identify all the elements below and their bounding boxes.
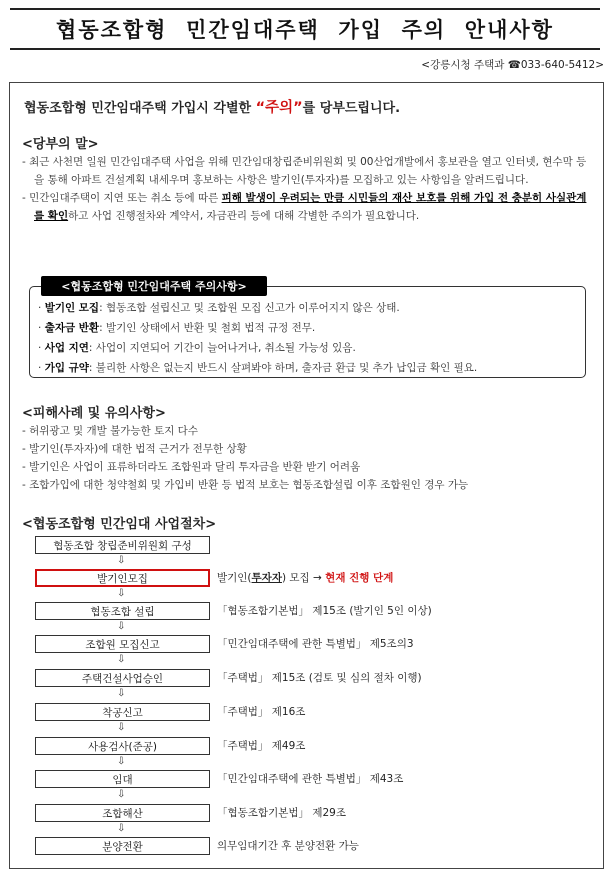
notice-headline: 협동조합형 민간임대주택 가입시 각별한 “주의”를 당부드립니다.: [24, 100, 401, 116]
caution-highlight: “주의”: [255, 100, 303, 116]
step-description: 「민간임대주택에 관한 특별법」 제43조: [217, 773, 404, 785]
step-box: 임대: [35, 770, 210, 788]
caution-item: · 사업 지연: 사업이 지연되어 기간이 늘어나거나, 취소될 가능성 있음.: [38, 342, 356, 354]
request-paragraph-1: - 최근 사천면 일원 민간임대주택 사업을 위해 민간임대창립준비위원회 및 00산업개발에서 홍보관을 열고 인터넷, 현수막 등을 통해 아파트 건설계획 내세우며 홍보하는 사항은 발기인(투자자)를 모집하고 있는 사항임을 알려드립니다.: [22, 156, 587, 186]
caution-item: · 가입 규약: 불리한 사항은 없는지 반드시 살펴봐야 하며, 출자금 환급 및 추가 납입금 확인 필요.: [38, 362, 478, 374]
damage-item: - 발기인(투자자)에 대한 법적 근거가 전무한 상황: [22, 443, 247, 455]
request-list: [22, 153, 596, 225]
down-arrow-icon: ⇩: [117, 621, 126, 632]
step-description: 「주택법」 제49조: [217, 740, 306, 752]
section-heading-procedure: <협동조합형 민간임대 사업절차>: [22, 517, 217, 532]
step-box: 협동조합 창립준비위원회 구성: [35, 536, 210, 554]
step-box-current: 발기인모집: [35, 569, 210, 587]
down-arrow-icon: ⇩: [117, 789, 126, 800]
down-arrow-icon: ⇩: [117, 555, 126, 566]
caution-item: · 출자금 반환: 발기인 상태에서 반환 및 철회 법적 규정 전무.: [38, 322, 316, 334]
damage-list: [22, 422, 596, 494]
step-box: 사용검사(준공): [35, 737, 210, 755]
down-arrow-icon: ⇩: [117, 756, 126, 767]
damage-item: - 발기인은 사업이 표류하더라도 조합원과 달리 투자금을 반환 받기 어려움: [22, 461, 361, 473]
step-box: 조합원 모집신고: [35, 635, 210, 653]
step-box: 착공신고: [35, 703, 210, 721]
down-arrow-icon: ⇩: [117, 823, 126, 834]
step-description: 발기인(투자자) 모집 → 현재 진행 단계: [217, 572, 394, 584]
caution-notes-tab: <협동조합형 민간임대주택 주의사항>: [41, 276, 267, 296]
caution-item: · 발기인 모집: 협동조합 설립신고 및 조합원 모집 신고가 이루어지지 않은 상태.: [38, 302, 400, 314]
step-description: 의무임대기간 후 분양전환 가능: [217, 840, 359, 852]
step-box: 조합해산: [35, 804, 210, 822]
page-title: 협동조합형 민간임대주택 가입 주의 안내사항: [10, 8, 600, 50]
down-arrow-icon: ⇩: [117, 722, 126, 733]
down-arrow-icon: ⇩: [117, 654, 126, 665]
step-description: 「협동조합기본법」 제29조: [217, 807, 346, 819]
caution-notes-list: [38, 298, 583, 378]
step-description: 「민간임대주택에 관한 특별법」 제5조의3: [217, 638, 414, 650]
damage-item: - 허위광고 및 개발 불가능한 토지 다수: [22, 425, 198, 437]
request-paragraph-2: - 민간임대주택이 지연 또는 취소 등에 따른 피해 발생이 우려되는 만큼 시민들의 재산 보호를 위해 가입 전 충분히 사실관계를 확인하고 사업 진행절차와 계약서, 자금관리 등에 대해 각별한 주의가 필요합니다.: [22, 192, 587, 222]
step-box: 주택건설사업승인: [35, 669, 210, 687]
contact-info: <강릉시청 주택과 ☎033-640-5412>: [421, 59, 604, 71]
step-description: 「주택법」 제16조: [217, 706, 306, 718]
section-heading-damage: <피해사례 및 유의사항>: [22, 406, 166, 421]
step-box: 협동조합 설립: [35, 602, 210, 620]
damage-item: - 조합가입에 대한 청약철회 및 가입비 반환 등 법적 보호는 협동조합설립 이후 조합원인 경우 가능: [22, 479, 469, 491]
current-stage-label: 현재 진행 단계: [325, 572, 394, 584]
section-heading-request: <당부의 말>: [22, 137, 99, 152]
down-arrow-icon: ⇩: [117, 688, 126, 699]
step-description: 「주택법」 제15조 (검토 및 심의 절차 이행): [217, 672, 422, 684]
step-box: 분양전환: [35, 837, 210, 855]
down-arrow-icon: ⇩: [117, 588, 126, 599]
step-description: 「협동조합기본법」 제15조 (발기인 5인 이상): [217, 605, 432, 617]
